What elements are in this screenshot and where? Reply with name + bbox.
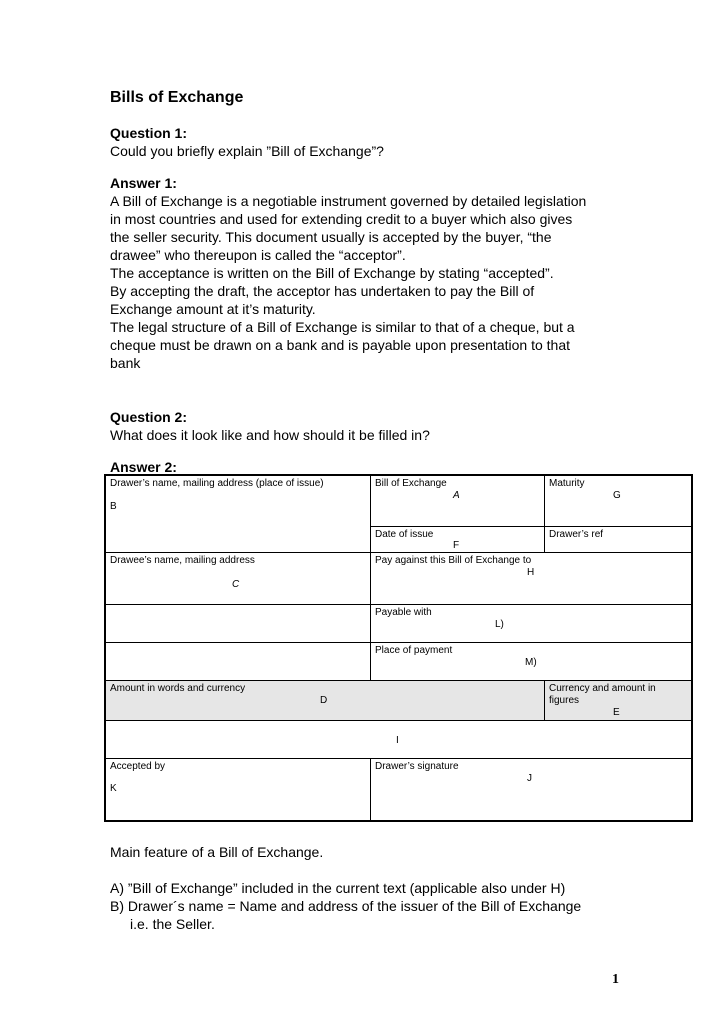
document-title: Bills of Exchange xyxy=(110,89,244,106)
drawer-signature-letter: J xyxy=(527,773,532,784)
answer2-heading: Answer 2: xyxy=(110,459,177,475)
answer1-line: The acceptance is written on the Bill of Exchange by stating “accepted”. xyxy=(110,265,554,281)
drawer-signature-cell xyxy=(371,759,691,820)
drawee-label: Drawee’s name, mailing address xyxy=(110,555,255,566)
payable-with-letter: L) xyxy=(495,619,504,630)
drawer-letter: B xyxy=(110,501,117,512)
place-payment-letter: M) xyxy=(525,657,537,668)
question1-text: Could you briefly explain ”Bill of Exchange”? xyxy=(110,143,384,159)
maturity-label: Maturity xyxy=(549,478,585,489)
question1-heading: Question 1: xyxy=(110,125,188,141)
place-payment-cell xyxy=(371,643,691,681)
main-feature-heading: Main feature of a Bill of Exchange. xyxy=(110,844,324,860)
drawer-cell xyxy=(106,476,371,553)
payable-with-label: Payable with xyxy=(375,607,432,618)
blank-cell-left-2 xyxy=(106,643,371,681)
bill-letter: A xyxy=(453,490,460,501)
drawee-cell xyxy=(106,553,371,605)
date-issue-cell xyxy=(371,527,545,553)
currency-figures-letter: E xyxy=(613,707,620,718)
currency-figures-label-cont: figures xyxy=(549,695,580,706)
pay-against-cell xyxy=(371,553,691,605)
answer1-line: A Bill of Exchange is a negotiable instrument governed by detailed legislation xyxy=(110,193,587,209)
document-body xyxy=(110,88,700,479)
date-issue-label: Date of issue xyxy=(375,529,434,540)
row-i-letter: I xyxy=(396,735,399,746)
drawer-ref-label: Drawer’s ref xyxy=(549,529,604,540)
bill-cell xyxy=(371,476,545,527)
answer1-line: By accepting the draft, the acceptor has undertaken to pay the Bill of xyxy=(110,283,535,299)
features-section xyxy=(110,843,700,933)
answer1-line: bank xyxy=(110,355,141,371)
amount-words-cell xyxy=(106,681,545,721)
place-payment-label: Place of payment xyxy=(375,645,453,656)
accepted-letter: K xyxy=(110,783,117,794)
bill-label: Bill of Exchange xyxy=(375,478,447,489)
answer1-line: The legal structure of a Bill of Exchange is similar to that of a cheque, but a xyxy=(110,319,575,335)
blank-cell-left-1 xyxy=(106,605,371,643)
currency-figures-cell xyxy=(545,681,691,721)
drawee-letter: C xyxy=(232,579,240,590)
payable-with-cell xyxy=(371,605,691,643)
currency-figures-label: Currency and amount in xyxy=(549,683,656,694)
answer1-line: in most countries and used for extending credit to a buyer which also gives xyxy=(110,211,573,227)
answer1-line: Exchange amount at it’s maturity. xyxy=(110,301,316,317)
maturity-letter: G xyxy=(613,490,621,501)
maturity-cell xyxy=(545,476,691,527)
bill-of-exchange-form xyxy=(104,474,693,822)
answer1-heading: Answer 1: xyxy=(110,175,177,191)
accepted-label: Accepted by xyxy=(110,761,166,772)
amount-words-label: Amount in words and currency xyxy=(110,683,246,694)
pay-against-letter: H xyxy=(527,567,535,578)
question2-heading: Question 2: xyxy=(110,409,188,425)
question2-text: What does it look like and how should it be filled in? xyxy=(110,427,430,443)
drawer-signature-label: Drawer’s signature xyxy=(375,761,459,772)
row-i-cell xyxy=(106,721,691,759)
drawer-ref-cell xyxy=(545,527,691,553)
pay-against-label: Pay against this Bill of Exchange to xyxy=(375,555,532,566)
feature-b: B) Drawer´s name = Name and address of the issuer of the Bill of Exchange xyxy=(110,898,582,914)
date-issue-letter: F xyxy=(453,540,460,551)
feature-a: A) ”Bill of Exchange” included in the current text (applicable also under H) xyxy=(110,880,566,896)
drawer-label: Drawer’s name, mailing address (place of issue) xyxy=(110,478,324,489)
amount-words-letter: D xyxy=(320,695,328,706)
accepted-cell xyxy=(106,759,371,820)
answer1-line: cheque must be drawn on a bank and is payable upon presentation to that xyxy=(110,337,570,353)
feature-b-continued: i.e. the Seller. xyxy=(130,916,215,932)
answer1-line: drawee” who thereupon is called the “acceptor”. xyxy=(110,247,406,263)
answer1-line: the seller security. This document usually is accepted by the buyer, “the xyxy=(110,229,552,245)
page-number: 1 xyxy=(612,972,619,987)
